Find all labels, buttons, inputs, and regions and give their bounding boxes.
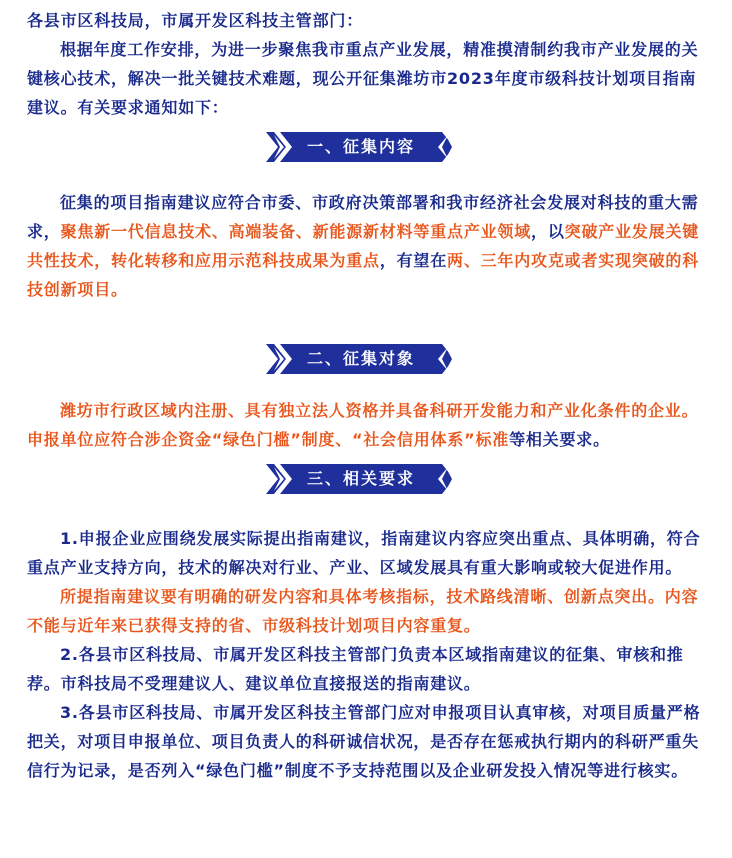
section-banner-2 <box>266 344 456 374</box>
section1-text-2: 聚焦新一代信息技术、高端装备、新能源新材料等 <box>60 222 431 241</box>
section1-text-3: 重点产业领域 <box>430 222 532 241</box>
section2-text-2: 申报单位应符合涉企资金“绿色门槛”制度、“社会信用体系”标准 <box>27 430 510 449</box>
requirement-item-2: 2.各县市区科技局、市属开发区科技主管部门负责本区域指南建议的征集、审核和推荐。市科技局不受理建议人、建议单位直接报送的指南建议。 <box>27 645 684 693</box>
section2-text-1: 潍坊市行政区域内注册、具有独立法人资格并具备科研开发能力和产业化条件的企业。 <box>60 401 699 420</box>
section2-paragraph <box>27 396 707 454</box>
section1-text-4: ，以 <box>531 222 565 241</box>
section-title-1: 一、征集内容 <box>306 137 415 156</box>
document-body <box>27 6 707 785</box>
section1-text-1: 征集的项目指南建议应符合市委、市政府决策部署和我市经济社会发展对科技的重大需求， <box>27 193 699 241</box>
salutation: 各县市区科技局，市属开发区科技主管部门： <box>27 11 364 30</box>
section-title-2: 二、征集对象 <box>306 349 415 368</box>
requirement-item-1: 1.申报企业应围绕发展实际提出指南建议，指南建议内容应突出重点、具体明确，符合重点产业支持方向，技术的解决对行业、产业、区域发展具有重大影响或较大促进作用。 <box>27 529 701 577</box>
section-banner-3 <box>266 464 456 494</box>
requirement-item-1-note: 所提指南建议要有明确的研发内容和具体考核指标，技术路线清晰、创新点突出。内容不能与近年来已获得支持的省、市级科技计划项目内容重复。 <box>27 587 699 635</box>
section1-text-5: 突破产业发展关键共性技术，转化转移和应用示范科技成果为重点 <box>27 222 700 270</box>
section2-text-3: 等相关要求。 <box>509 430 610 449</box>
section1-paragraph <box>27 188 707 304</box>
section-title-3: 三、相关要求 <box>306 469 415 488</box>
section1-text-6: ，有望在 <box>379 251 448 270</box>
intro-paragraph: 根据年度工作安排，为进一步聚焦我市重点产业发展，精准摸清制约我市产业发展的关键核心技术，解决一批关键技术难题，现公开征集潍坊市2023年度市级科技计划项目指南建议。有关要求通知如下： <box>27 40 699 117</box>
requirement-item-3: 3.各县市区科技局、市属开发区科技主管部门应对申报项目认真审核，对项目质量严格把关，对项目申报单位、项目负责人的科研诚信状况，是否存在惩戒执行期内的科研严重失信行为记录，是否列入“绿色门槛”制度不予支持范围以及企业研发投入情况等进行核实。 <box>27 703 701 780</box>
section1-text-7: 两、三年内攻克或者实现突破的科技创新项目。 <box>27 251 700 299</box>
section-banner-1 <box>266 132 456 162</box>
